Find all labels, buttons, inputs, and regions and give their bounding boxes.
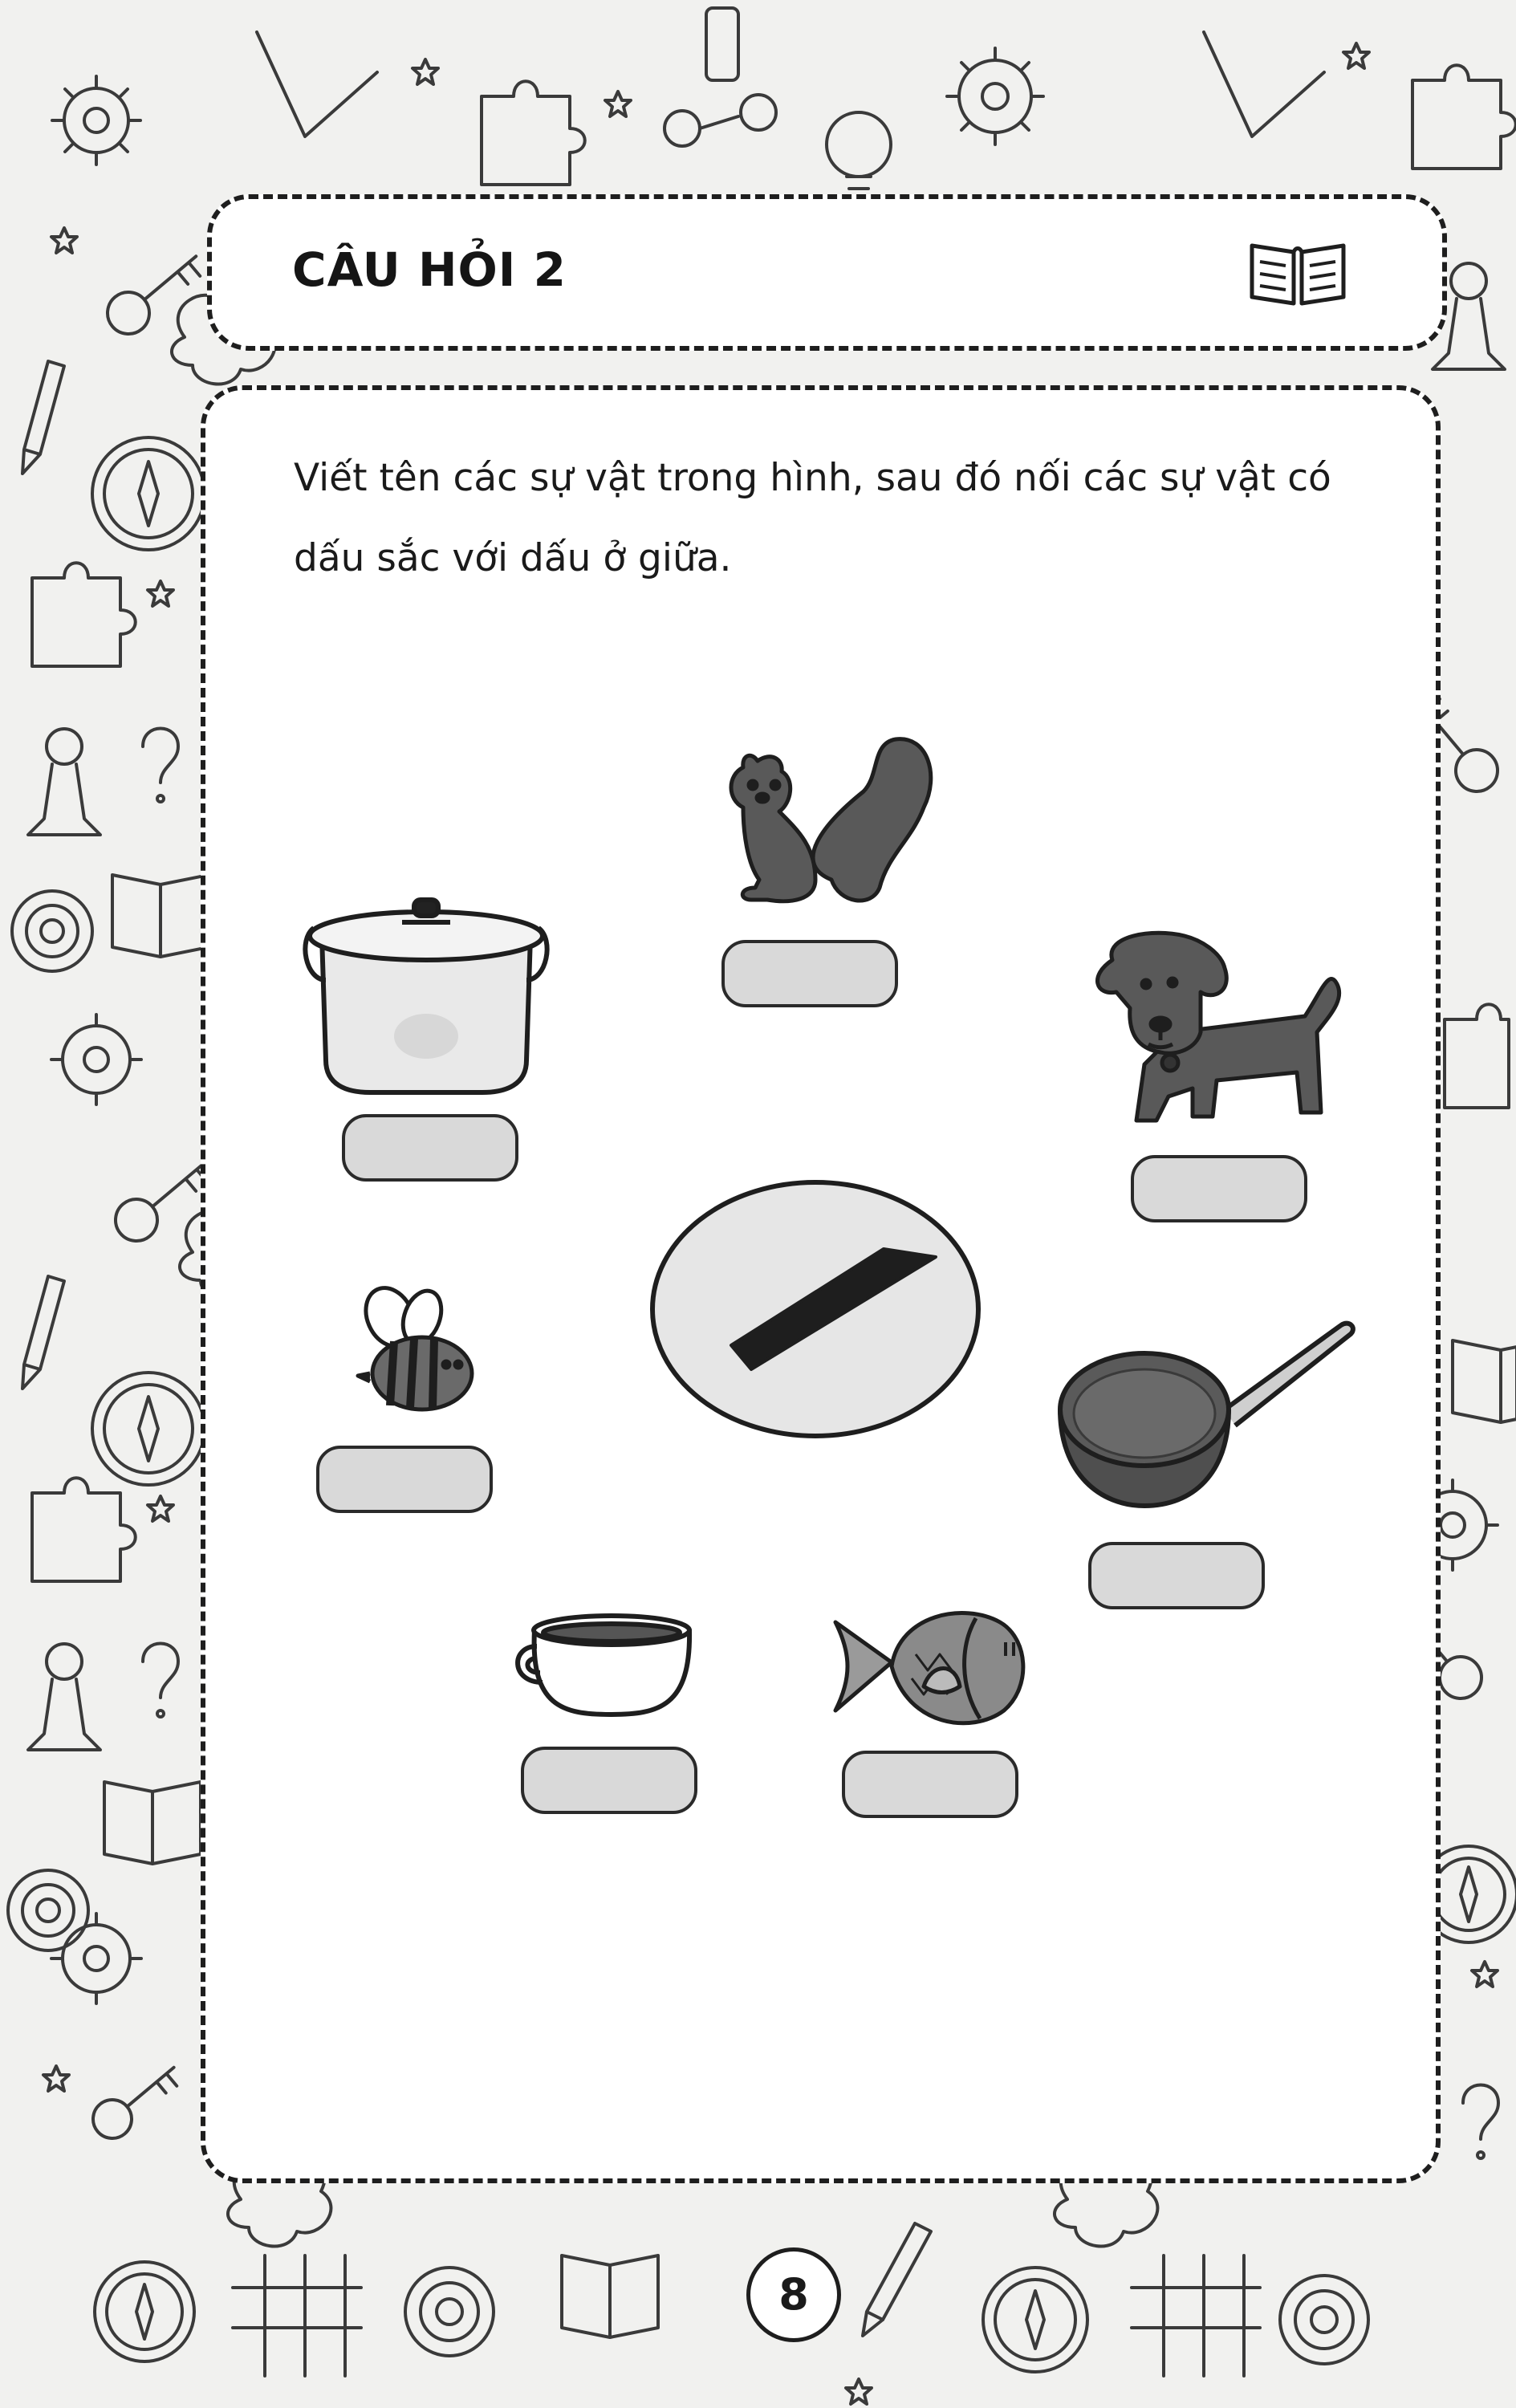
question-mark-icon [1463, 2085, 1498, 2159]
answer-box[interactable] [521, 1747, 697, 1814]
gear-icon [51, 1914, 141, 2003]
chess-pawn-icon [28, 729, 100, 835]
book-icon [562, 2255, 658, 2337]
instruction-text: Viết tên các sự vật trong hình, sau đó nối các sự vật có dấu sắc với dấu ở giữa. [294, 456, 1331, 580]
answer-box[interactable] [721, 940, 898, 1007]
bee-icon [346, 1281, 482, 1418]
key-icon [85, 2052, 186, 2146]
cup-icon [506, 1602, 707, 1723]
puzzle-piece-icon [1412, 65, 1516, 169]
puzzle-piece-icon [482, 81, 585, 185]
puzzle-piece-icon [1445, 1004, 1509, 1108]
puzzle-piece-icon [32, 563, 136, 666]
book-icon [1453, 1340, 1516, 1422]
compass-icon [92, 437, 205, 550]
puzzle-piece-icon [32, 1478, 136, 1581]
answer-box[interactable] [316, 1446, 493, 1513]
acute-tone-mark-icon [647, 1177, 984, 1442]
compass-icon [95, 2262, 194, 2361]
book-icon [104, 1782, 201, 1864]
compass-icon [983, 2268, 1087, 2372]
question-mark-icon [143, 729, 178, 803]
key-icon [99, 240, 209, 342]
crossword-grid-icon [233, 2255, 1260, 2376]
fish-icon [827, 1598, 1036, 1735]
compass-icon [92, 1373, 205, 1485]
answer-box[interactable] [342, 1114, 518, 1182]
gear-icon [947, 48, 1043, 144]
light-bulb-icon [827, 112, 891, 189]
gear-icon [51, 1015, 141, 1104]
number-sequence-doodle [665, 95, 776, 146]
exercise-panel [201, 385, 1441, 2183]
gear-icon [52, 76, 140, 165]
open-book-icon [1246, 230, 1350, 310]
answer-box[interactable] [1131, 1155, 1307, 1222]
book-icon [112, 875, 209, 957]
chess-pawn-icon [28, 1644, 100, 1750]
answer-box[interactable] [1088, 1542, 1265, 1609]
question-header-panel [207, 194, 1447, 351]
squirrel-icon [695, 727, 936, 912]
answer-box[interactable] [842, 1751, 1018, 1818]
battery-icon [706, 8, 738, 80]
question-mark-icon [143, 1644, 178, 1718]
frying-pan-icon [1052, 1313, 1357, 1522]
cooking-pot-icon [290, 892, 563, 1100]
page-number: 8 [746, 2247, 841, 2342]
dog-icon [1080, 928, 1345, 1129]
page-title: CÂU HỎI 2 [292, 242, 567, 297]
